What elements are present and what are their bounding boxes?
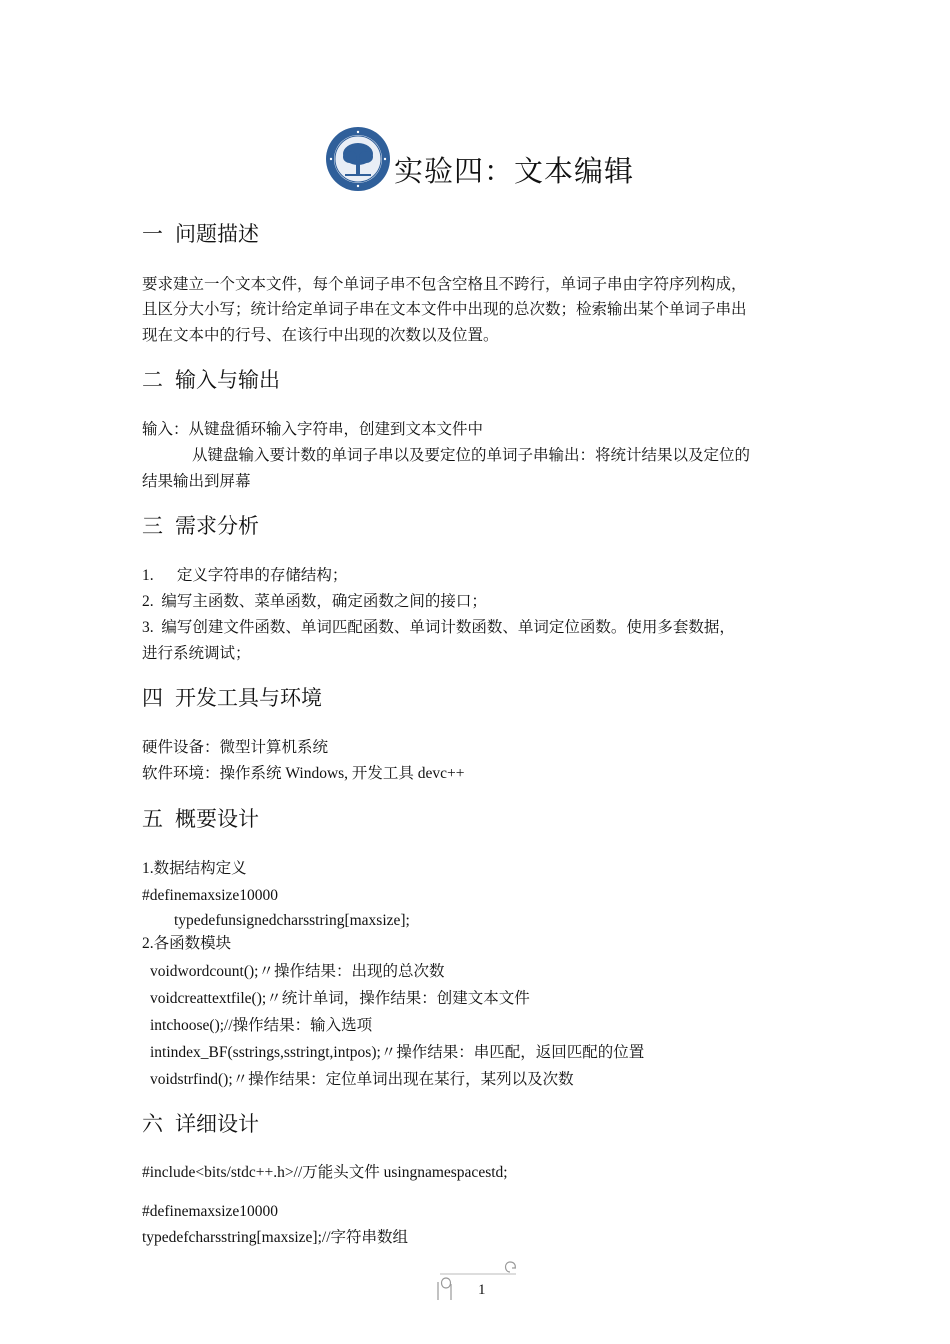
section-heading-3: 三 需求分析 (142, 514, 259, 538)
page-title: 实验四：文本编辑 (394, 154, 635, 188)
code-line: voidstrfind();〃操作结果：定位单词出现在某行，某列以及次数 (150, 1071, 574, 1088)
university-seal-logo (325, 126, 391, 192)
list-item: 1. 定义字符串的存储结构； (142, 567, 348, 584)
code-line: #definemaxsize10000 (142, 887, 279, 904)
list-item: 进行系统调试； (142, 645, 251, 662)
section-heading-1: 一 问题描述 (142, 222, 259, 246)
paragraph-line: 要求建立一个文本文件，每个单词子串不包含空格且不跨行，单词子串由字符序列构成， (142, 276, 747, 293)
page-number: 1 (478, 1282, 486, 1298)
section-heading-5: 五 概要设计 (142, 807, 259, 831)
paragraph-line: 1.数据结构定义 (142, 860, 247, 877)
paragraph-line: 结果输出到屏幕 (142, 473, 251, 490)
paragraph-line: 现在文本中的行号、在该行中出现的次数以及位置。 (142, 327, 499, 344)
paragraph-line: 从键盘输入要计数的单词子串以及要定位的单词子串输出：将统计结果以及定位的 (192, 447, 751, 464)
section-heading-6: 六 详细设计 (142, 1112, 259, 1136)
section-heading-4: 四 开发工具与环境 (142, 686, 322, 710)
paragraph-line: 输入：从键盘循环输入字符串，创建到文本文件中 (142, 421, 484, 438)
paragraph-line: 硬件设备：微型计算机系统 (142, 739, 329, 756)
code-line: #include<bits/stdc++.h>//万能头文件 usingnamespacestd; (142, 1164, 508, 1181)
paragraph-line: 软件环境：操作系统 Windows, 开发工具 devc++ (142, 765, 465, 782)
paragraph-line: 且区分大小写；统计给定单词子串在文本文件中出现的总次数；检索输出某个单词子串出 (142, 301, 747, 318)
code-line: typedefcharsstring[maxsize];//字符串数组 (142, 1229, 409, 1246)
code-line: intchoose();//操作结果：输入选项 (150, 1017, 373, 1034)
list-item: 3. 编写创建文件函数、单词匹配函数、单词计数函数、单词定位函数。使用多套数据， (142, 619, 735, 636)
title-block (0, 124, 950, 194)
section-heading-2: 二 输入与输出 (142, 368, 280, 392)
code-line: intindex_BF(sstrings,sstringt,intpos);〃操作结果：串匹配，返回匹配的位置 (150, 1044, 645, 1061)
code-line: typedefunsignedcharsstring[maxsize]; (174, 912, 410, 929)
list-item: 2. 编写主函数、菜单函数，确定函数之间的接口； (142, 593, 487, 610)
paragraph-line: 2.各函数模块 (142, 935, 232, 952)
code-line: #definemaxsize10000 (142, 1203, 279, 1220)
code-line: voidwordcount();〃操作结果：出现的总次数 (150, 963, 445, 980)
code-line: voidcreattextfile();〃统计单词，操作结果：创建文本文件 (150, 990, 530, 1007)
